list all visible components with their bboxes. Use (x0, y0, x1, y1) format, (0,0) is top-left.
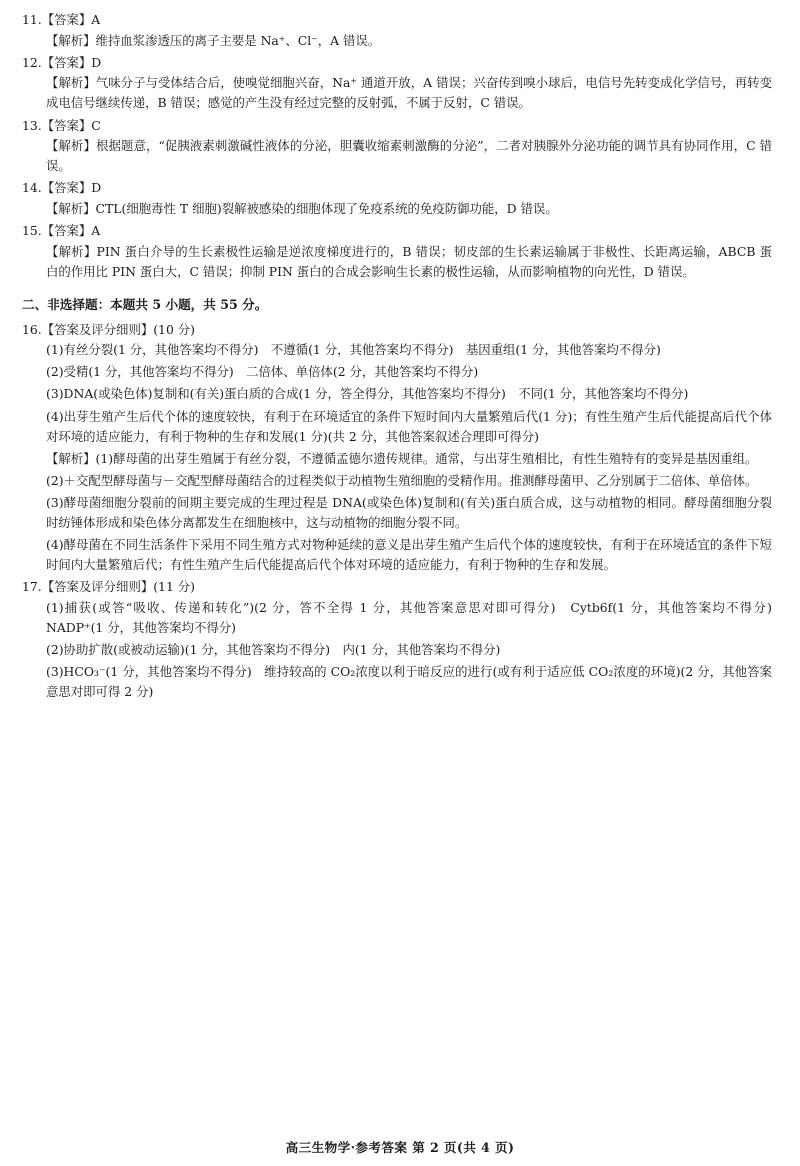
scoring-point: (3)DNA(或染色体)复制和(有关)蛋白质的合成(1 分，答全得分，其他答案均不得分) 不同(1 分，其他答案均不得分) (46, 386, 689, 402)
analysis-line: (4)酵母菌在不同生活条件下采用不同生殖方式对物种延续的意义是出芽生殖产生后代个体的速度较快，有利于在环境适宜的条件下短时间内大量繁殖后代；有性生殖产生后代能提高后代个体对环境的适应能力，有利于物种的生存和发展。 (46, 537, 772, 573)
analysis-line: (3)酵母菌细胞分裂前的间期主要完成的生理过程是 DNA(或染色体)复制和(有关)蛋白质合成，这与动植物的相同。酵母菌细胞分裂时纺锤体形成和染色体分离都发生在细胞核中，这与动植物的细胞分裂不同。 (46, 494, 772, 531)
question-title: 17.【答案及评分细则】(11 分) (22, 579, 195, 595)
answer-line: 14.【答案】D (22, 180, 102, 196)
answer-line: 13.【答案】C (22, 117, 101, 133)
analysis-line (22, 73, 772, 113)
analysis-line (22, 136, 772, 176)
analysis-line: (2)＋交配型酵母菌与－交配型酵母菌结合的过程类似于动植物生殖细胞的受精作用。推测酵母菌甲、乙分别属于二倍体、单倍体。 (46, 472, 758, 488)
scoring-point: (1)有丝分裂(1 分，其他答案均不得分) 不遵循(1 分，其他答案均不得分) 基因重组(1 分，其他答案均不得分) (46, 342, 661, 358)
analysis-line: 【解析】(1)酵母菌的出芽生殖属于有丝分裂，不遵循孟德尔遗传规律。通常，与出芽生殖相比，有性生殖特有的变异是基因重组。 (46, 450, 758, 466)
section-heading: 二、非选择题：本题共 5 小题，共 55 分。 (22, 296, 268, 312)
scoring-point: (4)出芽生殖产生后代个体的速度较快，有利于在环境适宜的条件下短时间内大量繁殖后代(1 分)；有性生殖产生后代能提高后代个体对环境的适应能力，有利于物种的生存和发展(1 分)(共 2 分，其他答案叙述合理即可得分) (46, 408, 772, 444)
answer-line: 15.【答案】A (22, 223, 101, 238)
mc-answers-block (22, 11, 772, 282)
question-title: 16.【答案及评分细则】(10 分) (22, 321, 195, 337)
scoring-point: (2)协助扩散(或被动运输)(1 分，其他答案均不得分) 内(1 分，其他答案均不得分) (46, 642, 501, 658)
analysis-text: 【解析】CTL(细胞毒性 T 细胞)裂解被感染的细胞体现了免疫系统的免疫防御功能，D 错误。 (46, 200, 558, 216)
analysis-text: 【解析】PIN 蛋白介导的生长素极性运输是逆浓度梯度进行的，B 错误；韧皮部的生长素运输属于非极性、长距离运输，ABCB 蛋白的作用比 PIN 蛋白大，C 错误；抑制 PIN 蛋白的合成会影响生长素的极性运输，从而影响植物的向光性，D 错误。 (46, 243, 772, 279)
answer-line: 11.【答案】A (22, 12, 101, 27)
question-16 (22, 321, 772, 576)
analysis-line (22, 31, 772, 51)
analysis-line (22, 199, 772, 219)
footer-page-number: 第 2 页(共 4 页) (412, 1140, 515, 1155)
question-17 (22, 578, 785, 702)
analysis-text: 【解析】根据题意，“促胰液素刺激碱性液体的分泌，胆囊收缩素刺激酶的分泌”，二者对胰腺外分泌功能的调节具有协同作用，C 错误。 (46, 138, 772, 174)
scoring-point: (1)捕获(或答“吸收、传递和转化”)(2 分，答不全得 1 分，其他答案意思对即可得分) Cytb6f(1 分，其他答案均不得分) NADP⁺(1 分，其他答案均不得分) (46, 599, 785, 636)
analysis-line (22, 242, 772, 282)
analysis-text: 【解析】气味分子与受体结合后，使嗅觉细胞兴奋，Na⁺ 通道开放，A 错误；兴奋传到嗅小球后，电信号先转变成化学信号，再转变成电信号继续传递，B 错误；感觉的产生没有经过完整的反射弧，不属于反射，C 错误。 (46, 75, 772, 111)
footer-title: 高三生物学·参考答案 (285, 1140, 408, 1155)
analysis-text: 【解析】维持血浆渗透压的离子主要是 Na⁺、Cl⁻，A 错误。 (46, 32, 381, 48)
page-footer (0, 1137, 800, 1156)
answer-line: 12.【答案】D (22, 54, 102, 70)
scoring-point: (3)HCO₃⁻(1 分，其他答案均不得分) 维持较高的 CO₂浓度以利于暗反应的进行(或有利于适应低 CO₂浓度的环境)(2 分，其他答案意思对即可得 2 分) (46, 664, 772, 700)
scoring-point: (2)受精(1 分，其他答案均不得分) 二倍体、单倍体(2 分，其他答案均不得分) (46, 364, 479, 380)
